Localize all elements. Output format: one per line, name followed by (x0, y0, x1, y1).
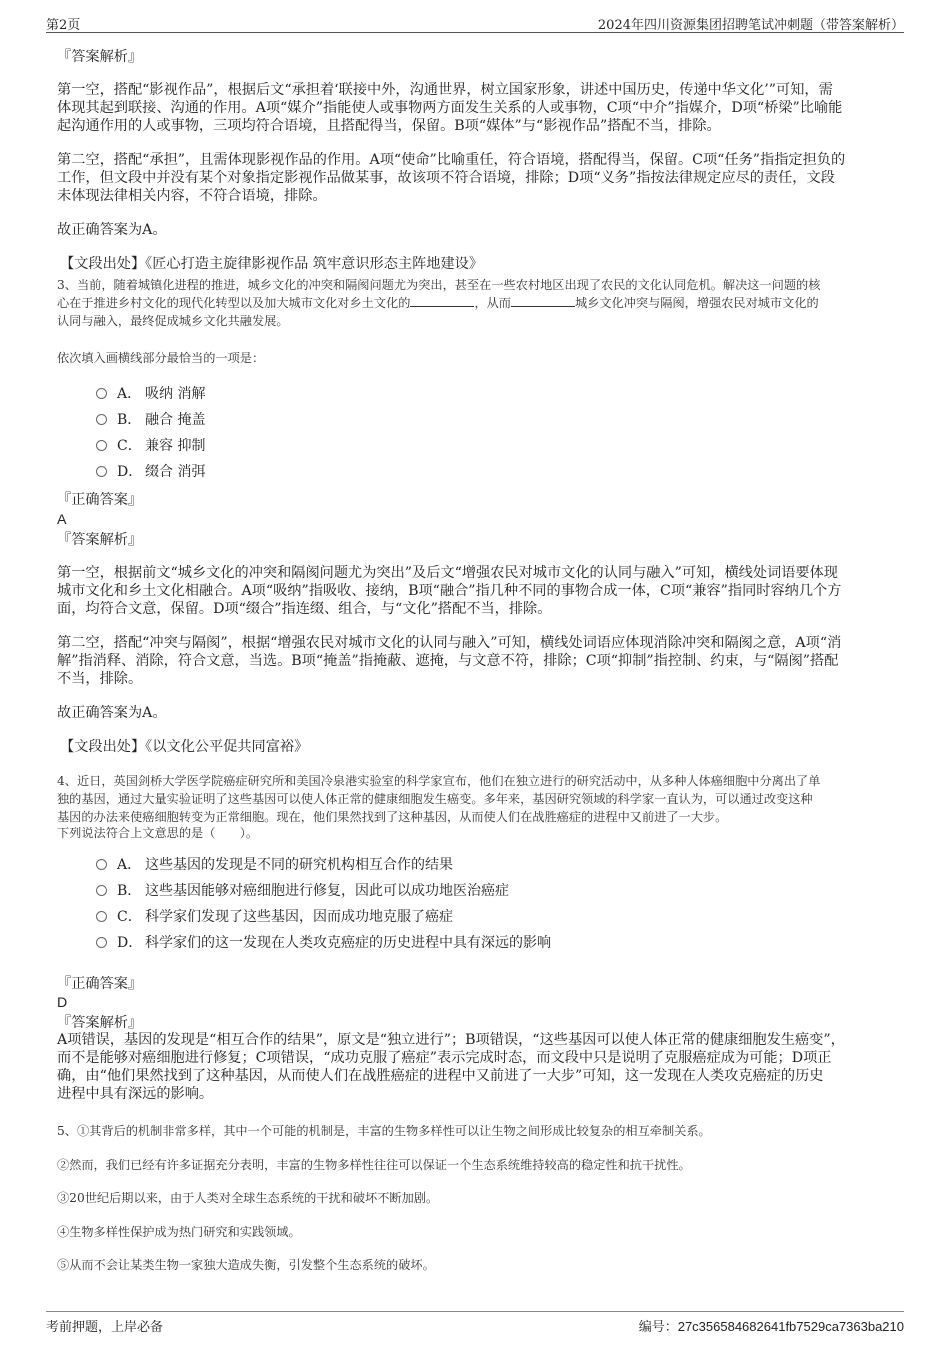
q3-analysis-label: 『答案解析』 (57, 532, 143, 548)
q4-option-c[interactable]: C． 科学家们发现了这些基因，因而成功地克服了癌症 (96, 907, 453, 927)
q4-answer: D (57, 995, 68, 1011)
q3-source: 【文段出处】《以文化公平促共同富裕》 (60, 739, 309, 755)
q5-sentence-5: ⑤从而不会让某类生物一家独大造成失衡，引发整个生态系统的破坏。 (57, 1258, 435, 1272)
radio-icon[interactable] (96, 388, 107, 399)
q2-conclusion: 故正确答案为A。 (57, 222, 167, 238)
footer-slogan: 考前押题，上岸必备 (46, 1320, 164, 1335)
page-header (46, 12, 904, 33)
q5-sentence-3: ③20世纪后期以来，由于人类对全球生态系统的干扰和破坏不断加剧。 (57, 1191, 439, 1205)
q3-answer: A (57, 512, 67, 528)
q3-analysis-p1: 第一空，根据前文“城乡文化的冲突和隔阂问题尤为突出”及后文“增强农民对城市文化的认同与融入”可知，横线处词语要体现 城市文化和乡土文化相融合。A项“吸纳”指吸收、接纳，B项“融合”指几种不同的事物合成一体，C项“兼容”指同时容纳几个方 面，均符合文意，保留。D项“缀合”指连缀、组合，与“文化”搭配不当，排除。 (57, 565, 842, 617)
q5-sentence-1: 5、①其背后的机制非常多样，其中一个可能的机制是，丰富的生物多样性可以让生物之间形成比较复杂的相互牵制关系。 (57, 1124, 711, 1138)
q4-analysis: A项错误，基因的发现是“相互合作的结果”，原文是“独立进行”；B项错误，“这些基因可以使人体正常的健康细胞发生癌变”， 而不是能够对癌细胞进行修复；C项错误，“成功克服了癌症”表示完成时态，而文段中只是说明了克服癌症成为可能；D项正 确，由“他们果然找到了这种基因，从而使人们在战胜癌症的进程中又前进了一大步”可知，这一发现在人类攻克癌症的历史 进程中具有深远的影响。 (57, 1032, 845, 1102)
radio-icon[interactable] (96, 859, 107, 870)
radio-icon[interactable] (96, 937, 107, 948)
page-number: 第2页 (46, 18, 81, 33)
q5-sentence-2: ②然而，我们已经有许多证据充分表明，丰富的生物多样性往往可以保证一个生态系统维持较高的稳定性和抗干扰性。 (57, 1158, 691, 1172)
q2-analysis-p2: 第二空，搭配“承担”，且需体现影视作品的作用。A项“使命”比喻重任，符合语境，搭配得当，保留。C项“任务”指指定担负的 工作，但文段中并没有某个对象指定影视作品做某事，故该项不符合语境，排除；D项“义务”指按法律规定应尽的责任，文段 未体现法律相关内容，不符合语境，排除。 (57, 152, 846, 204)
q4-stem: 4、近日，英国剑桥大学医学院癌症研究所和美国冷泉港实验室的科学家宣布，他们在独立进行的研究活动中，从多种人体癌细胞中分离出了单 独的基因，通过大量实验证明了这些基因可以使人体正常的健康细胞发生癌变。多年来，基因研究领域的科学家一直认为，可以通过改变这种 基因的办法来使癌细胞转变为正常细胞。现在，他们果然找到了这种基因，从而使人们在战胜癌症的进程中又前进了一大步。 下列说法符合上文意思的是（ ）。 (57, 774, 821, 840)
radio-icon[interactable] (96, 885, 107, 896)
q3-option-a[interactable]: A． 吸纳 消解 (96, 384, 205, 404)
serial-number: 编号：27c356584682641fb7529ca7363ba210 (638, 1319, 904, 1335)
q4-analysis-label: 『答案解析』 (57, 1015, 143, 1031)
q5-sentence-4: ④生物多样性保护成为热门研究和实践领域。 (57, 1225, 301, 1239)
q3-prompt: 依次填入画横线部分最恰当的一项是： (57, 351, 265, 365)
q2-analysis-label: 『答案解析』 (57, 49, 143, 65)
q3-stem: 3、当前，随着城镇化进程的推进，城乡文化的冲突和隔阂问题尤为突出，甚至在一些农村地区出现了农民的文化认同危机。解决这一问题的核 心在于推进乡村文化的现代化转型以及加大城市文化对乡土文化的 ，从而 城乡文化冲突与隔阂，增强农民对城市文化的 认同与融入，最终促成城乡文化共融发展。 (57, 278, 821, 328)
radio-icon[interactable] (96, 440, 107, 451)
radio-icon[interactable] (96, 911, 107, 922)
radio-icon[interactable] (96, 466, 107, 477)
q4-answer-label: 『正确答案』 (57, 976, 143, 992)
q3-conclusion: 故正确答案为A。 (57, 705, 167, 721)
q4-option-b[interactable]: B． 这些基因能够对癌细胞进行修复，因此可以成功地医治癌症 (96, 881, 509, 901)
fill-blank-2 (511, 295, 575, 307)
q2-source: 【文段出处】《匠心打造主旋律影视作品 筑牢意识形态主阵地建设》 (60, 256, 484, 272)
q3-option-c[interactable]: C． 兼容 抑制 (96, 436, 205, 456)
q3-option-d[interactable]: D． 缀合 消弭 (96, 462, 205, 482)
q3-option-b[interactable]: B． 融合 掩盖 (96, 410, 205, 430)
q3-analysis-p2: 第二空，搭配“冲突与隔阂”，根据“增强农民对城市文化的认同与融入”可知，横线处词语应体现消除冲突和隔阂之意，A项“消 解”指消释、消除，符合文意，当选。B项“掩盖”指掩蔽、遮掩，与文意不符，排除；C项“抑制”指控制、约束，与“隔阂”搭配 不当，排除。 (57, 635, 842, 687)
radio-icon[interactable] (96, 414, 107, 425)
q4-option-a[interactable]: A． 这些基因的发现是不同的研究机构相互合作的结果 (96, 855, 453, 875)
q2-analysis-p1: 第一空，搭配“影视作品”，根据后文“承担着‘联接中外，沟通世界，树立国家形象，讲述中国历史，传递中华文化’”可知，需 体现其起到联接、沟通的作用。A项“媒介”指能使人或事物两方面发生关系的人或事物，C项“中介”指媒介，D项“桥梁”比喻能 起沟通作用的人或事物，三项均符合语境，且搭配得当，保留。B项“媒体”与“影视作品”搭配不当，排除。 (57, 82, 843, 134)
fill-blank-1 (410, 295, 474, 307)
document-title: 2024年四川资源集团招聘笔试冲刺题（带答案解析） (597, 18, 904, 33)
q3-answer-label: 『正确答案』 (57, 492, 143, 508)
page-footer (46, 1311, 904, 1334)
q4-option-d[interactable]: D． 科学家们的这一发现在人类攻克癌症的历史进程中具有深远的影响 (96, 933, 551, 953)
